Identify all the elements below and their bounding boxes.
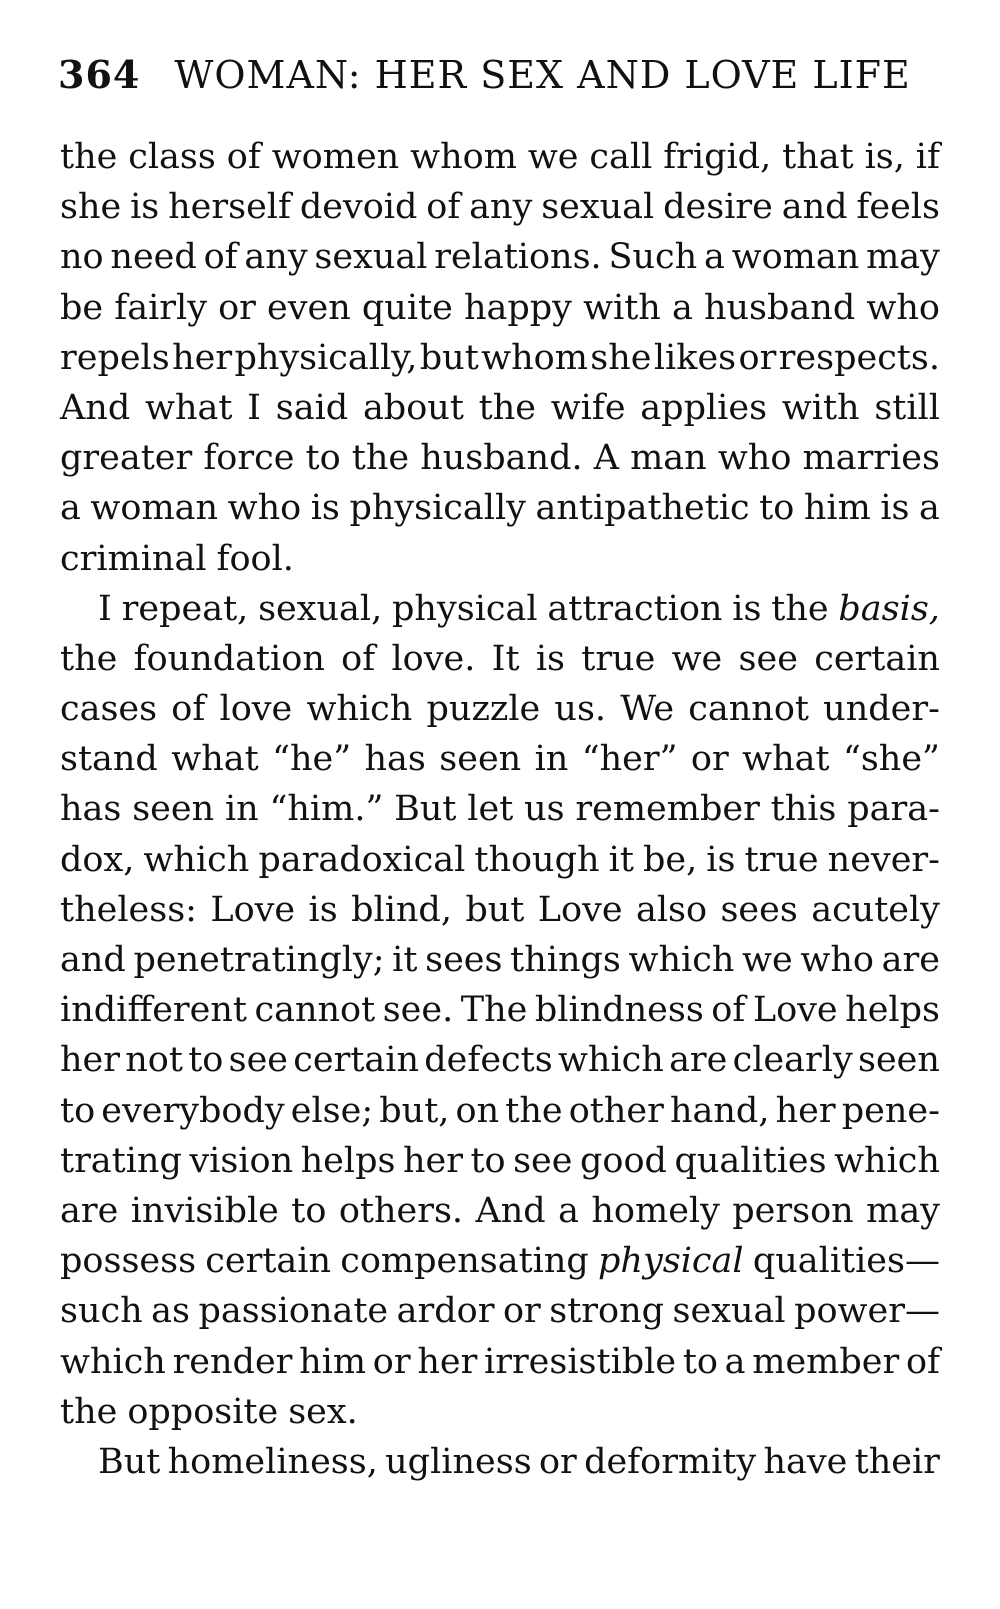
text-word: which: [306, 689, 413, 730]
text-word: cases: [60, 689, 158, 730]
text-line: [60, 1186, 940, 1236]
text-word: compensating: [340, 1241, 589, 1282]
text-word: physically,: [234, 337, 418, 378]
text-word: true: [581, 638, 656, 679]
text-line: [60, 835, 940, 885]
text-word: penetratingly;: [133, 940, 385, 980]
text-word: husband: [703, 287, 856, 328]
text-word: if: [915, 137, 940, 177]
text-word: woman: [731, 237, 860, 278]
text-line: [60, 1387, 940, 1437]
text-word: see: [738, 638, 798, 679]
text-word: love: [219, 689, 293, 730]
text-line: [60, 182, 940, 232]
text-word: force: [203, 438, 295, 479]
text-word: is: [130, 187, 160, 228]
text-word: of: [426, 187, 461, 228]
text-word: with: [781, 387, 860, 428]
text-word: attraction: [547, 588, 723, 629]
text-word: who: [866, 287, 940, 328]
text-word: others.: [338, 1190, 464, 1231]
text-word: possess: [60, 1241, 197, 1282]
text-word: marries: [802, 438, 940, 479]
text-word: greater: [60, 438, 193, 479]
text-word: no: [60, 237, 104, 278]
text-word: not: [125, 1040, 183, 1081]
text-word: I: [98, 588, 112, 629]
text-word: stand: [60, 739, 158, 780]
text-word: invisible: [130, 1190, 279, 1231]
paragraph-2: [60, 584, 940, 1437]
text-line: [60, 333, 940, 383]
text-line: [60, 132, 940, 182]
emphasis-text: physical: [598, 1241, 744, 1282]
text-word: her: [417, 1341, 478, 1382]
text-word: trating: [60, 1140, 182, 1181]
page-number: 364: [58, 52, 141, 97]
text-word: to: [305, 438, 341, 479]
text-word: “him.”: [269, 789, 384, 830]
text-word: on: [455, 1090, 500, 1131]
text-word: said: [275, 387, 349, 428]
text-word: ardor: [396, 1291, 495, 1332]
text-line: [60, 1337, 940, 1387]
text-word: of: [711, 990, 746, 1031]
text-word: qualities—: [752, 1241, 940, 1282]
text-word: remember: [575, 789, 760, 830]
emphasis-text: basis,: [838, 588, 940, 629]
text-word: “he”: [272, 739, 352, 780]
text-word: The: [460, 990, 528, 1031]
text-word: antipathetic: [535, 488, 750, 529]
text-word: helps: [300, 1140, 396, 1181]
text-word: opposite: [127, 1391, 279, 1432]
text-word: him: [803, 488, 871, 529]
text-word: her: [60, 1040, 120, 1081]
text-word: that: [782, 137, 854, 177]
text-word: sexual: [541, 187, 655, 228]
text-word: defects: [424, 1040, 553, 1081]
text-word: And: [60, 387, 131, 428]
text-word: what: [144, 387, 233, 428]
text-word: is: [308, 889, 338, 930]
text-word: to: [291, 1190, 327, 1231]
text-word: is,: [864, 137, 905, 177]
text-word: qualities: [674, 1140, 827, 1181]
text-line: [60, 1286, 940, 1336]
text-word: respects.: [778, 337, 940, 378]
text-word: and: [781, 187, 848, 228]
text-word: be: [60, 287, 104, 328]
text-word: in: [534, 739, 569, 780]
text-line: [60, 634, 940, 684]
text-word: a: [724, 1341, 746, 1382]
text-word: feels: [856, 187, 940, 228]
text-word: seen: [132, 789, 215, 830]
text-word: of: [171, 689, 206, 730]
text-line: [60, 985, 940, 1035]
text-word: puzzle: [426, 689, 541, 730]
text-word: a: [60, 488, 81, 529]
text-word: dox,: [60, 839, 135, 880]
text-word: also: [635, 889, 708, 930]
text-word: is: [535, 638, 565, 679]
text-line: [60, 1035, 940, 1085]
text-word: we: [671, 638, 723, 679]
text-word: else;: [290, 1090, 374, 1131]
paragraph-3: [60, 1437, 940, 1487]
text-word: she: [590, 337, 652, 378]
text-word: man: [630, 438, 707, 479]
text-word: blind,: [351, 889, 452, 930]
text-word: Love: [752, 990, 838, 1031]
text-word: which: [628, 940, 735, 980]
text-word: which: [143, 839, 250, 880]
text-line: [60, 584, 940, 634]
text-word: may: [866, 1190, 940, 1231]
text-word: everybody: [101, 1090, 285, 1131]
text-word: which: [60, 1341, 166, 1382]
text-word: what: [171, 739, 259, 780]
text-line: [60, 534, 940, 584]
text-word: even: [267, 287, 351, 328]
text-word: it: [608, 839, 634, 880]
text-word: it: [392, 940, 418, 980]
text-word: who: [227, 488, 302, 529]
text-word: sees: [720, 889, 798, 930]
body-text: [60, 132, 940, 1487]
text-word: may: [866, 237, 940, 278]
text-word: person: [732, 1190, 854, 1231]
text-line: [60, 1086, 940, 1136]
text-word: but,: [379, 1090, 450, 1131]
text-word: woman: [90, 488, 219, 529]
text-word: good: [579, 1140, 667, 1181]
text-word: him: [299, 1341, 367, 1382]
text-word: other: [568, 1090, 664, 1131]
text-word: of: [905, 1341, 940, 1382]
text-word: the: [351, 438, 410, 479]
text-word: We: [620, 689, 675, 730]
text-word: repeat,: [121, 588, 249, 629]
text-word: likes: [653, 337, 737, 378]
text-word: criminal: [60, 538, 207, 579]
text-word: love.: [391, 638, 476, 679]
text-word: be,: [642, 839, 698, 880]
text-word: who: [800, 940, 874, 980]
text-word: is: [732, 588, 762, 629]
text-word: have: [763, 1441, 848, 1482]
text-line: [60, 1236, 940, 1286]
text-word: foundation: [133, 638, 325, 679]
text-word: or: [538, 1441, 577, 1482]
text-line: [60, 784, 940, 834]
text-line: [60, 885, 940, 935]
text-word: power—: [794, 1291, 940, 1332]
text-word: Such: [608, 237, 698, 278]
text-word: in: [224, 789, 259, 830]
text-word: are: [669, 1040, 728, 1081]
text-word: physically: [349, 488, 526, 529]
text-line: [60, 1136, 940, 1186]
text-word: their: [854, 1441, 940, 1482]
text-word: deformity: [584, 1441, 757, 1482]
text-word: the: [505, 1090, 563, 1131]
text-word: passionate: [198, 1291, 389, 1332]
text-word: homely: [591, 1190, 720, 1231]
text-word: see.: [382, 990, 454, 1031]
text-word: has: [60, 789, 122, 830]
text-word: sexual: [672, 1291, 786, 1332]
text-word: husband.: [420, 438, 583, 479]
text-word: any: [469, 187, 533, 228]
text-word: physical: [392, 588, 538, 629]
text-word: her: [402, 1140, 463, 1181]
text-word: desire: [663, 187, 773, 228]
text-word: things: [510, 940, 621, 980]
text-word: paradoxical: [258, 839, 466, 880]
text-word: or: [502, 1291, 541, 1332]
running-title: WOMAN: HER SEX AND LOVE LIFE: [174, 53, 911, 97]
text-word: clearly: [732, 1040, 853, 1081]
text-word: this: [770, 789, 837, 830]
text-word: which: [557, 1040, 664, 1081]
text-word: indifferent: [60, 990, 247, 1031]
text-word: sexual: [314, 237, 428, 278]
text-word: of: [341, 638, 376, 679]
paragraph-1: [60, 132, 940, 584]
text-word: fool.: [216, 538, 294, 579]
text-word: to: [60, 1090, 96, 1131]
text-word: strong: [549, 1291, 665, 1332]
text-word: of: [226, 137, 261, 177]
text-word: and: [60, 940, 126, 980]
text-line: [60, 232, 940, 282]
text-word: herself: [168, 187, 291, 228]
text-word: a: [558, 1190, 579, 1231]
text-word: class: [128, 137, 216, 177]
text-word: or: [738, 337, 777, 378]
text-word: A: [593, 438, 619, 479]
text-word: never-: [827, 839, 940, 880]
text-word: true: [744, 839, 819, 880]
page-header: [58, 52, 948, 97]
text-word: call: [589, 137, 653, 177]
text-word: sees: [425, 940, 503, 980]
text-word: let: [467, 789, 514, 830]
text-word: And: [475, 1190, 546, 1231]
text-word: seen: [439, 739, 522, 780]
text-word: what: [742, 739, 830, 780]
text-word: is: [880, 488, 910, 529]
text-word: quite: [361, 287, 453, 328]
text-word: But: [98, 1441, 161, 1482]
text-word: her: [775, 1090, 836, 1131]
text-word: see: [513, 1140, 573, 1181]
text-word: we: [527, 137, 579, 177]
text-word: vision: [189, 1140, 294, 1181]
text-word: repels: [60, 337, 170, 378]
text-word: the: [771, 588, 829, 629]
text-word: ugliness: [385, 1441, 532, 1482]
text-word: a: [703, 237, 725, 278]
text-word: under-: [823, 689, 940, 730]
text-word: the: [60, 137, 118, 177]
text-word: Love: [537, 889, 623, 930]
text-word: but: [465, 889, 525, 930]
text-word: any: [244, 237, 308, 278]
text-word: “she”: [842, 739, 940, 780]
text-word: need: [110, 237, 197, 278]
text-word: It: [491, 638, 520, 679]
text-word: “her”: [581, 739, 678, 780]
text-word: about: [362, 387, 464, 428]
text-line: [60, 483, 940, 533]
text-word: member: [752, 1341, 900, 1382]
text-word: we: [742, 940, 793, 980]
text-line: [60, 935, 940, 985]
text-word: to: [188, 1040, 224, 1081]
text-word: see: [228, 1040, 289, 1081]
text-word: whom: [481, 337, 588, 378]
text-word: to: [682, 1341, 718, 1382]
text-word: sexual,: [258, 588, 383, 629]
text-word: but: [419, 337, 479, 378]
text-word: with: [583, 287, 661, 328]
text-word: are: [60, 1190, 119, 1231]
text-word: applies: [640, 387, 768, 428]
text-word: devoid: [299, 187, 418, 228]
text-word: to: [470, 1140, 506, 1181]
text-word: hand,: [669, 1090, 770, 1131]
text-word: is: [706, 839, 736, 880]
text-word: wife: [550, 387, 626, 428]
text-word: the: [478, 387, 536, 428]
text-word: she: [60, 187, 122, 228]
text-word: acutely: [811, 889, 940, 930]
text-word: certain: [205, 1241, 331, 1282]
text-word: I: [247, 387, 261, 428]
text-word: cannot: [254, 990, 376, 1031]
text-word: cannot: [688, 689, 809, 730]
text-word: though: [474, 839, 600, 880]
text-word: frigid,: [663, 137, 772, 177]
text-word: whom: [410, 137, 517, 177]
text-line: [60, 283, 940, 333]
text-word: a: [671, 287, 693, 328]
text-word: helps: [845, 990, 940, 1031]
text-word: of: [203, 237, 238, 278]
text-word: certain: [814, 638, 940, 679]
text-word: seen: [857, 1040, 940, 1081]
text-word: as: [151, 1291, 190, 1332]
text-word: sex.: [288, 1391, 358, 1432]
text-line: [60, 684, 940, 734]
text-word: relations.: [434, 237, 602, 278]
text-word: has: [364, 739, 426, 780]
text-word: or: [372, 1341, 411, 1382]
text-word: a: [919, 488, 940, 529]
text-word: the: [60, 638, 118, 679]
text-word: her: [172, 337, 233, 378]
text-word: blindness: [534, 990, 704, 1031]
text-word: happy: [463, 287, 572, 328]
text-line: [60, 383, 940, 433]
text-word: is: [310, 488, 340, 529]
text-word: or: [690, 739, 729, 780]
text-word: which: [834, 1140, 940, 1181]
text-word: irresistible: [484, 1341, 677, 1382]
text-line: [60, 433, 940, 483]
text-word: fairly: [114, 287, 207, 328]
text-word: to: [759, 488, 795, 529]
text-word: are: [881, 940, 940, 980]
text-word: us: [524, 789, 565, 830]
text-line: [60, 734, 940, 784]
text-line: [60, 1437, 940, 1487]
text-word: certain: [293, 1040, 419, 1081]
text-word: us.: [554, 689, 607, 730]
text-word: para-: [847, 789, 940, 830]
text-word: But: [394, 789, 457, 830]
text-word: Love: [210, 889, 296, 930]
text-word: such: [60, 1291, 143, 1332]
text-word: render: [172, 1341, 293, 1382]
text-word: theless:: [60, 889, 197, 930]
text-word: or: [218, 287, 256, 328]
text-word: pene-: [841, 1090, 940, 1131]
text-word: the: [60, 1391, 118, 1432]
text-word: who: [717, 438, 792, 479]
text-word: women: [271, 137, 400, 177]
text-word: homeliness,: [167, 1441, 378, 1482]
text-word: still: [874, 387, 940, 428]
